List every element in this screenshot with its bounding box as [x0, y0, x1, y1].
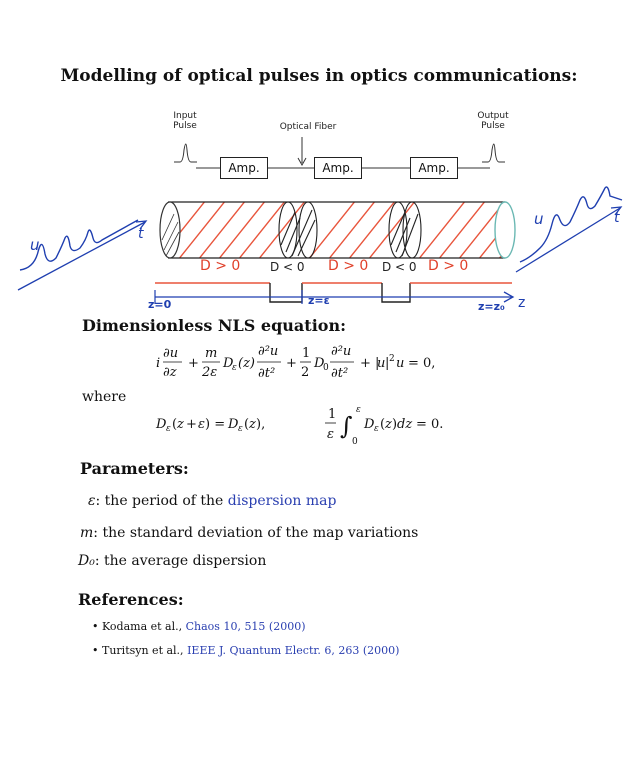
reference-link[interactable]: Chaos 10, 515 (2000) [185, 620, 306, 633]
map-conditions-equation [150, 398, 470, 450]
svg-text:|: | [385, 356, 390, 371]
page-title: Modelling of optical pulses in optics communications: [60, 66, 578, 86]
svg-text:z: z [177, 417, 184, 432]
left-u-label: u [30, 236, 40, 254]
output-pulse-label: Output Pulse [477, 111, 509, 131]
axis-z-label: z [518, 295, 526, 311]
svg-text:),: ), [256, 417, 266, 432]
svg-text:+: + [188, 356, 199, 371]
svg-text:) =: ) = [205, 417, 226, 432]
svg-text:ε: ε [327, 427, 334, 442]
where-label: where [82, 389, 127, 405]
parameter-symbol: m [80, 525, 94, 541]
parameter-symbol: D₀ [78, 553, 95, 569]
svg-text:ε: ε [238, 424, 243, 434]
svg-text:ε: ε [356, 405, 361, 415]
svg-text:D: D [156, 417, 167, 432]
amp-box-2: Amp. [314, 157, 362, 179]
svg-text:D: D [223, 356, 234, 371]
svg-text:(: ( [172, 417, 178, 432]
svg-text:m: m [205, 346, 218, 361]
svg-text:+ |: + | [360, 356, 380, 371]
svg-text:): ) [392, 417, 398, 432]
svg-text:(z): (z) [238, 356, 255, 371]
input-pulse-label: Input Pulse [173, 111, 197, 131]
svg-text:i: i [156, 356, 161, 371]
output-pulse-icon [482, 144, 505, 162]
reference-item: • Turitsyn et al., IEEE J. Quantum Electr. 6, 263 (2000) [92, 644, 400, 657]
parameter-epsilon: ε: the period of the dispersion map [88, 493, 337, 509]
svg-text:∂²u: ∂²u [258, 344, 279, 359]
svg-text:1: 1 [302, 346, 311, 361]
svg-text:0: 0 [323, 363, 329, 373]
svg-text:z: z [249, 417, 256, 432]
dispersion-label-5: D > 0 [428, 258, 469, 274]
svg-text:D: D [364, 417, 375, 432]
svg-text:+: + [186, 417, 197, 432]
z-label-z0: z=z₀ [478, 300, 505, 313]
nls-equation [150, 340, 490, 390]
dispersion-label-3: D > 0 [328, 258, 369, 274]
left-t-label: t [138, 226, 144, 242]
svg-text:(: ( [244, 417, 250, 432]
svg-text:∂z: ∂z [163, 365, 177, 380]
svg-text:1: 1 [328, 407, 337, 422]
svg-text:ε: ε [374, 424, 379, 434]
optical-fiber-label: Optical Fiber [279, 122, 337, 132]
parameter-symbol: ε [88, 493, 96, 509]
amp-box-1: Amp. [220, 157, 268, 179]
svg-text:+: + [286, 356, 297, 371]
svg-text:u: u [377, 356, 386, 371]
svg-text:∂t²: ∂t² [331, 366, 349, 381]
reference-link[interactable]: IEEE J. Quantum Electr. 6, 263 (2000) [187, 644, 400, 657]
right-t-label: t [614, 210, 620, 226]
svg-text:0: 0 [352, 437, 358, 447]
svg-text:z: z [385, 417, 392, 432]
dispersion-label-2: D < 0 [270, 260, 305, 274]
dispersion-label-1: D > 0 [200, 258, 241, 274]
svg-text:2: 2 [389, 354, 395, 364]
svg-text:D: D [314, 356, 325, 371]
svg-text:(: ( [380, 417, 386, 432]
svg-text:∂t²: ∂t² [258, 366, 276, 381]
parameter-m: m: the standard deviation of the map variations [80, 525, 419, 541]
reference-item: • Kodama et al., Chaos 10, 515 (2000) [92, 620, 306, 633]
svg-text:ε: ε [232, 363, 237, 373]
nls-heading: Dimensionless NLS equation: [82, 316, 346, 335]
svg-text:∂²u: ∂²u [331, 344, 352, 359]
dispersion-map-link[interactable]: dispersion map [227, 493, 337, 509]
input-pulse-icon [174, 144, 197, 162]
parameters-heading: Parameters: [80, 459, 189, 478]
svg-text:2: 2 [301, 365, 310, 380]
svg-text:D: D [228, 417, 239, 432]
svg-text:ε: ε [166, 424, 171, 434]
svg-text:= 0,: = 0, [408, 356, 436, 371]
z-label-epsilon: z=ε [308, 294, 330, 307]
right-u-label: u [534, 210, 544, 228]
amp-box-3: Amp. [410, 157, 458, 179]
svg-text:u: u [396, 356, 405, 371]
svg-text:2ε: 2ε [202, 365, 218, 380]
z-label-0: z=0 [148, 298, 172, 311]
svg-text:= 0.: = 0. [416, 417, 444, 432]
svg-text:ε: ε [198, 417, 205, 432]
references-heading: References: [78, 590, 184, 609]
parameter-d0: D₀: the average dispersion [78, 553, 267, 569]
dispersion-label-4: D < 0 [382, 260, 417, 274]
svg-text:∫: ∫ [340, 412, 353, 440]
svg-text:dz: dz [397, 417, 413, 432]
svg-text:∂u: ∂u [163, 346, 179, 361]
